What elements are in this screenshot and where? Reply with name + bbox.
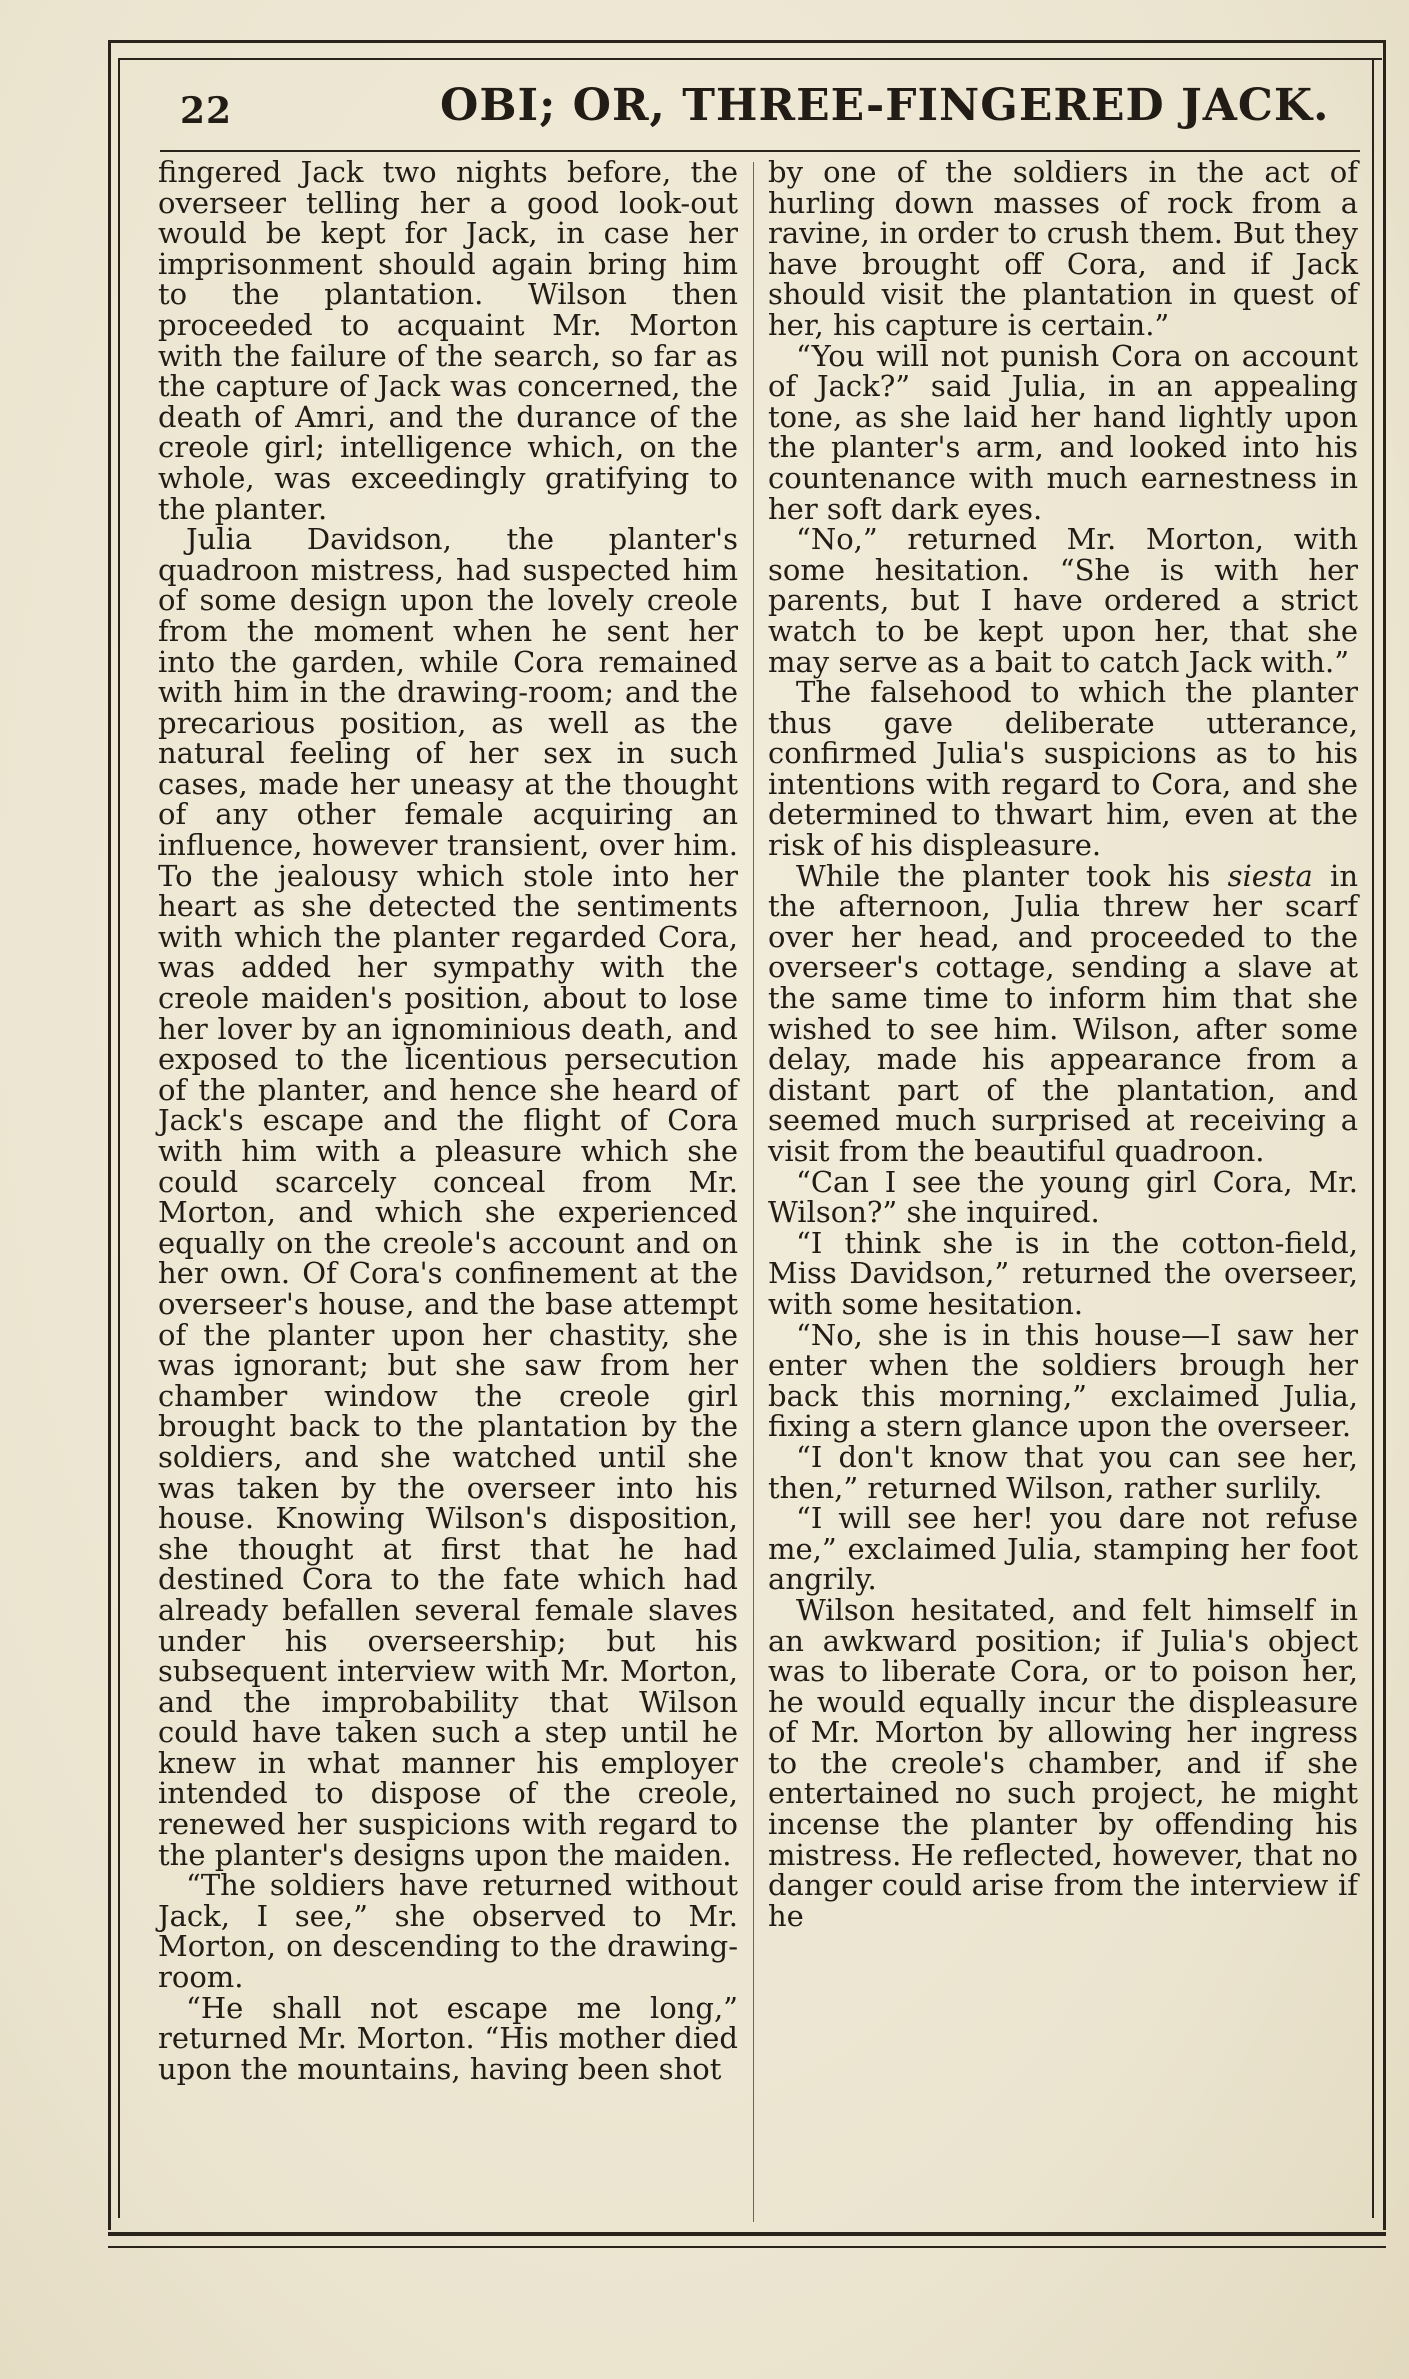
frame-rule-bottom-thin bbox=[108, 2246, 1386, 2248]
frame-rule-right bbox=[1383, 40, 1386, 2230]
paragraph: “I will see her! you dare not refuse me,” exclaimed Julia, stamping her foot angrily. bbox=[768, 1501, 1358, 1597]
paragraph: The falsehood to which the planter thus gave deliberate utterance, confirmed Julia's suspicions as to his intentions with regard to Cora, and she determined to thwart him, even at the risk of his displeasure. bbox=[768, 675, 1358, 863]
paragraph: “I think she is in the cotton-field, Miss Davidson,” returned the overseer, with some hesitation. bbox=[768, 1225, 1358, 1321]
paragraph: “No,” returned Mr. Morton, with some hesitation. “She is with her parents, but I have ordered a strict watch to be kept upon her, that she may serve as a bait to catch Jack with.” bbox=[768, 522, 1358, 679]
paragraph: “I don't know that you can see her, then,” returned Wilson, rather surlily. bbox=[768, 1439, 1358, 1505]
paragraph: by one of the soldiers in the act of hurling down masses of rock from a ravine, in order to crush them. But they have brought off Cora, and if Jack should visit the plantation in quest of her, his capture is certain.” bbox=[768, 155, 1358, 342]
paragraph-text: in the afternoon, Julia threw her scarf over her head, and proceeded to the overseer's cottage, sending a slave at the same time to inform him that she wished to see him. Wilson, after some delay, made his appearance from a distant part of the plantation, and seemed much surprised at receiving a visit from the beautiful quadroon. bbox=[768, 858, 1359, 1168]
paragraph: “The soldiers have returned without Jack, I see,” she observed to Mr. Morton, on descending to the drawing-room. bbox=[158, 1868, 738, 1995]
paragraph bbox=[768, 858, 1359, 1168]
right-column bbox=[768, 157, 1358, 1931]
italic-word: siesta bbox=[1227, 858, 1313, 893]
page-number: 22 bbox=[180, 90, 233, 132]
paragraph-text: While the planter took his bbox=[796, 858, 1228, 893]
paragraph: “He shall not escape me long,” returned Mr. Morton. “His mother died upon the mountains, having been shot bbox=[158, 1990, 738, 2086]
paragraph: fingered Jack two nights before, the overseer telling her a good look-out would be kept for Jack, in case her imprisonment should again bring him to the plantation. Wilson then proceeded to acquaint Mr. Morton with the failure of the search, so far as the capture of Jack was concerned, the death of Amri, and the durance of the creole girl; intelligence which, on the whole, was exceedingly gratifying to the planter. bbox=[158, 155, 738, 526]
paragraph: Julia Davidson, the planter's quadroon mistress, had suspected him of some design upon the lovely creole from the moment when he sent her into the garden, while Cora remained with him in the drawing-room; and the precarious position, as well as the natural feeling of her sex in such cases, made her uneasy at the thought of any other female acquiring an influence, however transient, over him. To the jealousy which stole into her heart as she detected the sentiments with which the planter regarded Cora, was added her sympathy with the creole maiden's position, about to lose her lover by an ignominious death, and exposed to the licentious persecution of the planter, and hence she heard of Jack's escape and the flight of Cora with him with a pleasure which she could scarcely conceal from Mr. Morton, and which she experienced equally on the creole's account and on her own. Of Cora's confinement at the overseer's house, and the base attempt of the planter upon her chastity, she was ignorant; but she saw from her chamber window the creole girl brought back to the plantation by the soldiers, and she watched until she was taken by the overseer into his house. Knowing Wilson's disposition, she thought at first that he had destined Cora to the fate which had already befallen several female slaves under his overseership; but his subsequent interview with Mr. Morton, and the improbability that Wilson could have taken such a step until he knew in what manner his employer intended to dispose of the creole, renewed her suspicions with regard to the planter's designs upon the maiden. bbox=[158, 522, 738, 1872]
running-title: OBI; OR, THREE-FINGERED JACK. bbox=[440, 80, 1330, 131]
frame-rule-left bbox=[108, 40, 111, 2230]
running-header bbox=[130, 72, 1370, 152]
paragraph: “You will not punish Cora on account of Jack?” said Julia, in an appealing tone, as she laid her hand lightly upon the planter's arm, and looked into his countenance with much earnestness in her soft dark eyes. bbox=[768, 338, 1358, 526]
frame-rule-top bbox=[108, 40, 1386, 43]
frame-rule-left-inner bbox=[118, 58, 120, 2218]
paragraph: “No, she is in this house—I saw her enter when the soldiers brough her back this morning,” exclaimed Julia, fixing a stern glance upon the overseer. bbox=[768, 1317, 1358, 1444]
left-column bbox=[158, 157, 738, 2084]
column-divider bbox=[753, 162, 754, 2222]
frame-rule-top-inner bbox=[118, 58, 1382, 60]
paragraph: “Can I see the young girl Cora, Mr. Wilson?” she inquired. bbox=[768, 1164, 1358, 1230]
frame-rule-right-inner bbox=[1372, 58, 1374, 2218]
frame-rule-bottom bbox=[108, 2232, 1386, 2236]
paragraph: Wilson hesitated, and felt himself in an awkward position; if Julia's object was to liberate Cora, or to poison her, he would equally incur the displeasure of Mr. Morton by allowing her ingress to the creole's chamber, and if she entertained no such project, he might incense the planter by offending his mistress. He reflected, however, that no danger could arise from the interview if he bbox=[768, 1592, 1358, 1933]
